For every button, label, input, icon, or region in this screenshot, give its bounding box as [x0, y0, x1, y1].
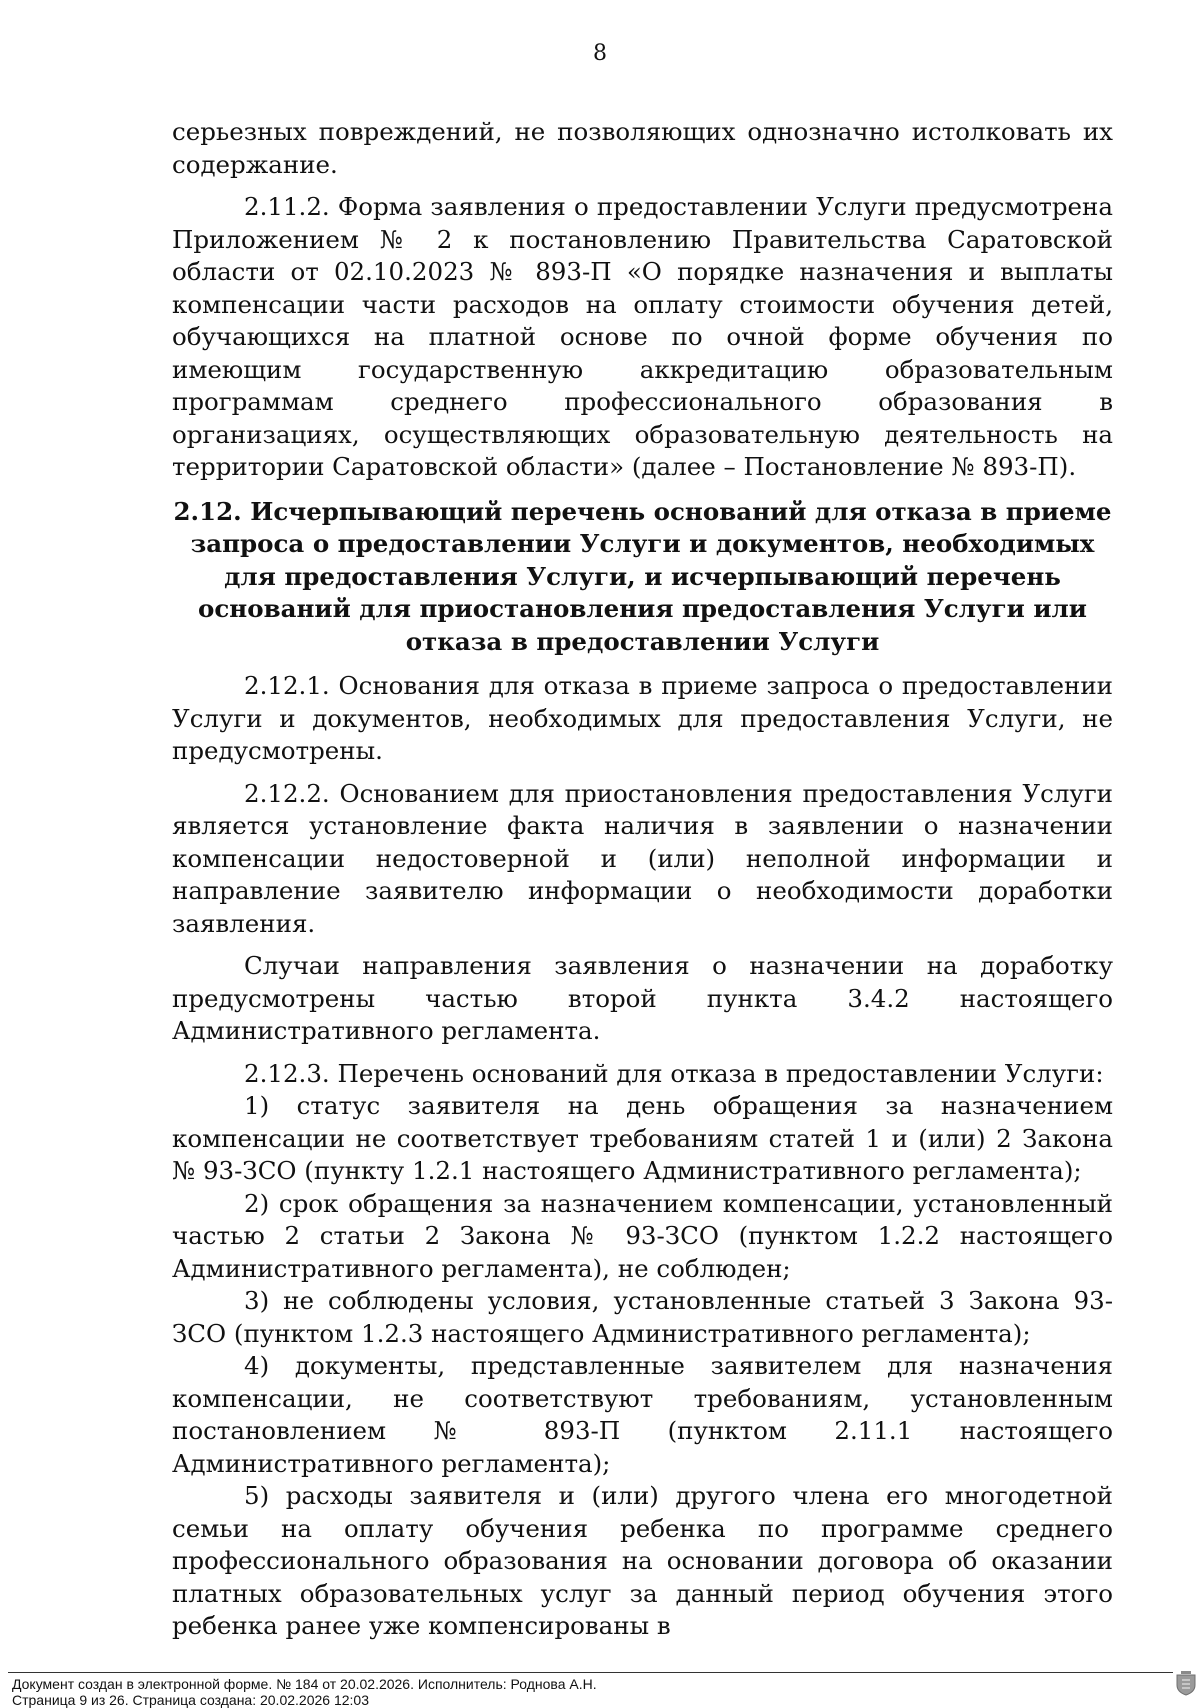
list-item: 2) срок обращения за назначением компенсации, установленный частью 2 статьи 2 Закона № 93-ЗСО (пунктом 1.2.2 настоящего Административного регламента), не соблюден;	[172, 1188, 1113, 1283]
document-footer	[12, 1676, 1112, 1708]
list-item: 1) статус заявителя на день обращения за назначением компенсации не соответствует требованиям статей 1 и (или) 2 Закона № 93-ЗСО (пункту 1.2.1 настоящего Административного регламента);	[172, 1091, 1113, 1185]
page-number: 8	[593, 41, 607, 66]
paragraph: 2.12.3. Перечень оснований для отказа в предоставлении Услуги:	[244, 1058, 1104, 1088]
section-heading: 2.12. Исчерпывающий перечень оснований для отказа в приеме запроса о предоставлении Услуги и документов, необходимых для предоставления Услуги, и исчерпывающий перечень оснований для приостановления предоставления Услуги или отказа в предоставлении Услуги	[173, 496, 1112, 656]
document-body	[172, 116, 1113, 1643]
paragraph: серьезных повреждений, не позволяющих однозначно истолковать их содержание.	[172, 117, 1113, 179]
footer-line-document: Документ создан в электронной форме. № 184 от 20.02.2026. Исполнитель: Роднова А.Н.	[12, 1676, 597, 1692]
list-item: 3) не соблюдены условия, установленные статьей 3 Закона 93-ЗСО (пунктом 1.2.3 настоящего Административного регламента);	[172, 1286, 1113, 1348]
list-item: 5) расходы заявителя и (или) другого члена его многодетной семьи на оплату обучения ребенка по программе среднего профессионального образования на основании договора об оказании платных образовательных услуг за данный период обучения этого ребенка ранее уже компенсированы в	[172, 1481, 1113, 1640]
paragraph: 2.12.2. Основанием для приостановления предоставления Услуги является установление факта наличия в заявлении о назначении компенсации недостоверной и (или) неполной информации и направление заявителю информации о необходимости доработки заявления.	[172, 778, 1113, 938]
coat-of-arms-icon	[1175, 1670, 1197, 1696]
paragraph: Случаи направления заявления о назначении на доработку предусмотрены частью второй пункта 3.4.2 настоящего Административного регламента.	[172, 951, 1113, 1045]
footer-divider	[8, 1672, 1173, 1673]
list-item: 4) документы, представленные заявителем для назначения компенсации, не соответствуют требованиям, установленным постановлением № 893-П (пунктом 2.11.1 настоящего Административного регламента);	[172, 1351, 1113, 1478]
footer-line-page: Страница 9 из 26. Страница создана: 20.02.2026 12:03	[12, 1692, 369, 1708]
paragraph: 2.12.1. Основания для отказа в приеме запроса о предоставлении Услуги и документов, необходимых для предоставления Услуги, не предусмотрены.	[172, 671, 1113, 765]
paragraph: 2.11.2. Форма заявления о предоставлении Услуги предусмотрена Приложением № 2 к постановлению Правительства Саратовской области от 02.10.2023 № 893-П «О порядке назначения и выплаты компенсации части расходов на оплату стоимости обучения детей, обучающихся на платной основе по очной форме обучения по имеющим государственную аккредитацию образовательным программам среднего профессионального образования в организациях, осуществляющих образовательную деятельность на территории Саратовской области» (далее – Постановление № 893-П).	[172, 192, 1113, 481]
